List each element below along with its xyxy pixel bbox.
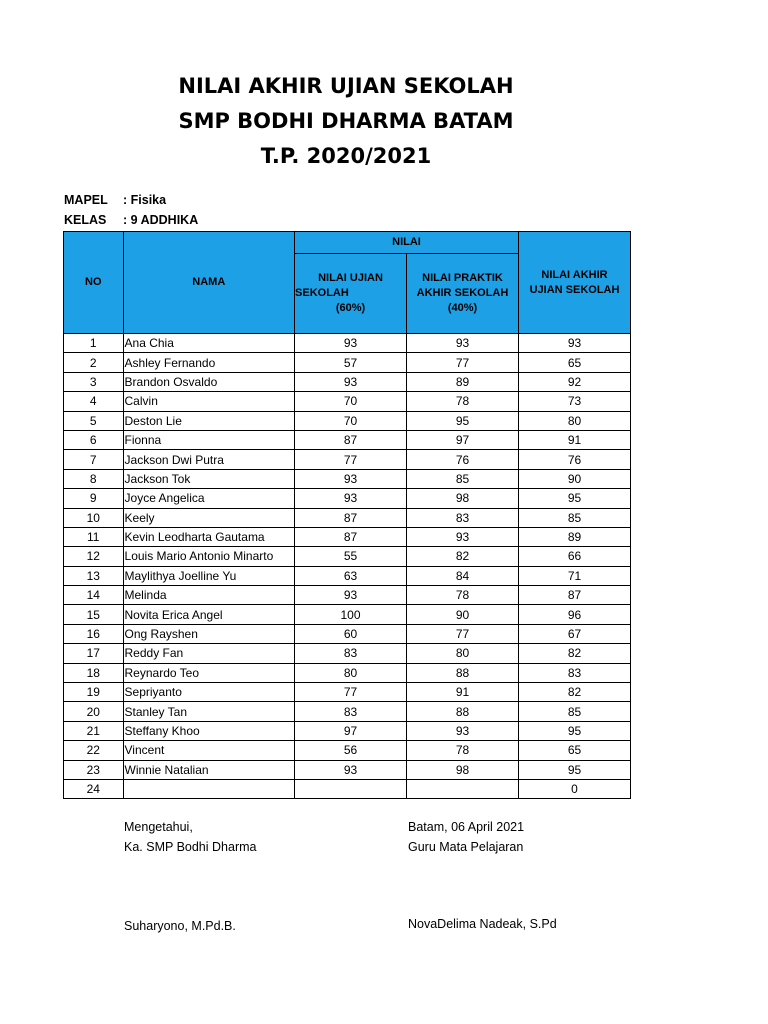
cell-praktik: 88 [407,663,519,682]
cell-praktik: 85 [407,469,519,488]
cell-nama: Ong Rayshen [123,624,295,643]
cell-no: 17 [64,644,124,663]
header-nilai-akhir [519,232,631,334]
sig-left-name: Suharyono, M.Pd.B. [124,919,236,933]
cell-praktik: 78 [407,586,519,605]
table-row [64,605,631,624]
cell-ujian: 63 [295,566,407,585]
kelas-label: KELAS [64,213,107,227]
cell-akhir: 66 [519,547,631,566]
cell-ujian: 77 [295,450,407,469]
cell-akhir: 96 [519,605,631,624]
cell-praktik: 91 [407,683,519,702]
cell-no: 1 [64,334,124,353]
cell-praktik: 80 [407,644,519,663]
table-row [64,392,631,411]
cell-akhir: 92 [519,372,631,391]
cell-akhir: 65 [519,741,631,760]
mapel-value: : Fisika [123,193,167,207]
cell-nama: Brandon Osvaldo [123,372,295,391]
cell-akhir: 0 [519,779,631,798]
meta-kelas [64,212,198,228]
cell-nama: Joyce Angelica [123,489,295,508]
cell-nama: Kevin Leodharta Gautama [123,527,295,546]
cell-praktik: 95 [407,411,519,430]
cell-praktik: 76 [407,450,519,469]
cell-akhir: 87 [519,586,631,605]
cell-praktik: 93 [407,527,519,546]
cell-no: 18 [64,663,124,682]
cell-no: 20 [64,702,124,721]
cell-no: 9 [64,489,124,508]
cell-no: 13 [64,566,124,585]
cell-akhir: 95 [519,721,631,740]
grades-table [63,231,631,799]
doc-title-line1: NILAI AKHIR UJIAN SEKOLAH [178,74,514,98]
header-praktik-line2: AKHIR SEKOLAH [416,287,509,299]
cell-akhir: 82 [519,683,631,702]
table-row [64,663,631,682]
cell-no: 6 [64,430,124,449]
header-akhir-line1: NILAI AKHIR [541,268,608,281]
table-row [64,547,631,566]
cell-akhir: 95 [519,489,631,508]
table-row [64,508,631,527]
cell-nama: Ana Chia [123,334,295,353]
cell-ujian: 97 [295,721,407,740]
cell-no: 16 [64,624,124,643]
header-nilai-ujian [295,254,407,334]
cell-akhir: 82 [519,644,631,663]
cell-nama: Stanley Tan [123,702,295,721]
cell-praktik: 78 [407,392,519,411]
cell-nama: Deston Lie [123,411,295,430]
cell-no: 4 [64,392,124,411]
cell-no: 10 [64,508,124,527]
cell-ujian: 93 [295,586,407,605]
cell-ujian: 93 [295,489,407,508]
cell-akhir: 76 [519,450,631,469]
cell-nama: Steffany Khoo [123,721,295,740]
cell-praktik [407,779,519,798]
cell-no: 14 [64,586,124,605]
sig-right-line1: Batam, 06 April 2021 [408,820,525,834]
cell-no: 7 [64,450,124,469]
doc-title-year: T.P. 2020/2021 [260,144,432,168]
cell-praktik: 97 [407,430,519,449]
cell-nama: Louis Mario Antonio Minarto [123,547,295,566]
table-row [64,430,631,449]
cell-akhir: 71 [519,566,631,585]
cell-ujian: 55 [295,547,407,566]
cell-no: 12 [64,547,124,566]
cell-no: 24 [64,779,124,798]
table-row [64,353,631,372]
cell-praktik: 88 [407,702,519,721]
cell-ujian: 83 [295,702,407,721]
cell-akhir: 93 [519,334,631,353]
kelas-value: : 9 ADDHIKA [123,213,199,227]
cell-ujian: 83 [295,644,407,663]
cell-ujian: 87 [295,508,407,527]
cell-ujian: 60 [295,624,407,643]
cell-no: 2 [64,353,124,372]
cell-nama: Ashley Fernando [123,353,295,372]
header-no: NO [64,232,124,334]
cell-ujian: 93 [295,334,407,353]
header-nama: NAMA [123,232,295,334]
cell-nama: Jackson Tok [123,469,295,488]
table-row [64,469,631,488]
grades-table-body [64,334,631,799]
cell-nama: Winnie Natalian [123,760,295,779]
cell-ujian: 93 [295,469,407,488]
sig-left-line2: Ka. SMP Bodhi Dharma [124,840,257,854]
cell-ujian: 93 [295,760,407,779]
table-row [64,450,631,469]
cell-no: 22 [64,741,124,760]
cell-nama: Maylithya Joelline Yu [123,566,295,585]
cell-akhir: 73 [519,392,631,411]
mapel-label: MAPEL [64,193,108,207]
cell-no: 3 [64,372,124,391]
meta-mapel [64,192,166,208]
table-row [64,721,631,740]
table-row [64,683,631,702]
cell-no: 15 [64,605,124,624]
cell-praktik: 77 [407,624,519,643]
cell-nama: Vincent [123,741,295,760]
cell-akhir: 90 [519,469,631,488]
header-ujian-line3: (60%) [335,302,366,314]
cell-praktik: 93 [407,334,519,353]
cell-praktik: 82 [407,547,519,566]
cell-nama: Jackson Dwi Putra [123,450,295,469]
table-row [64,372,631,391]
cell-nama: Sepriyanto [123,683,295,702]
sig-left-line1: Mengetahui, [124,820,193,834]
cell-akhir: 89 [519,527,631,546]
cell-no: 11 [64,527,124,546]
cell-nama: Calvin [123,392,295,411]
cell-ujian: 77 [295,683,407,702]
header-praktik-line1: NILAI PRAKTIK [422,272,503,284]
header-praktik-line3: (40%) [447,302,478,314]
cell-akhir: 95 [519,760,631,779]
cell-nama: Melinda [123,586,295,605]
cell-nama: Novita Erica Angel [123,605,295,624]
doc-title-school: SMP BODHI DHARMA BATAM [178,109,514,133]
cell-ujian: 87 [295,527,407,546]
table-row [64,702,631,721]
cell-no: 5 [64,411,124,430]
cell-akhir: 80 [519,411,631,430]
cell-ujian: 93 [295,372,407,391]
table-row [64,760,631,779]
table-row [64,334,631,353]
cell-ujian: 57 [295,353,407,372]
cell-akhir: 65 [519,353,631,372]
cell-praktik: 77 [407,353,519,372]
cell-praktik: 84 [407,566,519,585]
cell-praktik: 89 [407,372,519,391]
table-row [64,779,631,798]
cell-akhir: 85 [519,508,631,527]
cell-no: 19 [64,683,124,702]
table-row [64,566,631,585]
header-nilai-group: NILAI [295,232,519,254]
header-ujian-line2: SEKOLAH [295,287,349,299]
cell-praktik: 93 [407,721,519,740]
cell-nama: Reynardo Teo [123,663,295,682]
cell-nama: Reddy Fan [123,644,295,663]
cell-ujian: 100 [295,605,407,624]
table-row [64,644,631,663]
sig-right-line2: Guru Mata Pelajaran [408,840,524,854]
cell-akhir: 91 [519,430,631,449]
cell-praktik: 83 [407,508,519,527]
cell-akhir: 67 [519,624,631,643]
cell-praktik: 98 [407,489,519,508]
cell-praktik: 78 [407,741,519,760]
cell-nama: Keely [123,508,295,527]
cell-ujian: 56 [295,741,407,760]
header-ujian-line1: NILAI UJIAN [318,272,383,284]
cell-ujian: 70 [295,411,407,430]
cell-no: 23 [64,760,124,779]
table-row [64,527,631,546]
cell-ujian: 70 [295,392,407,411]
cell-nama: Fionna [123,430,295,449]
cell-ujian: 80 [295,663,407,682]
cell-praktik: 90 [407,605,519,624]
header-akhir-line2: UJIAN SEKOLAH [529,283,620,296]
cell-ujian [295,779,407,798]
table-row [64,489,631,508]
header-nilai-praktik [407,254,519,334]
cell-no: 21 [64,721,124,740]
table-row [64,586,631,605]
cell-akhir: 83 [519,663,631,682]
cell-no: 8 [64,469,124,488]
cell-ujian: 87 [295,430,407,449]
table-row [64,741,631,760]
cell-praktik: 98 [407,760,519,779]
table-row [64,624,631,643]
cell-nama [123,779,295,798]
table-row [64,411,631,430]
cell-akhir: 85 [519,702,631,721]
sig-right-name: NovaDelima Nadeak, S.Pd [408,917,557,931]
